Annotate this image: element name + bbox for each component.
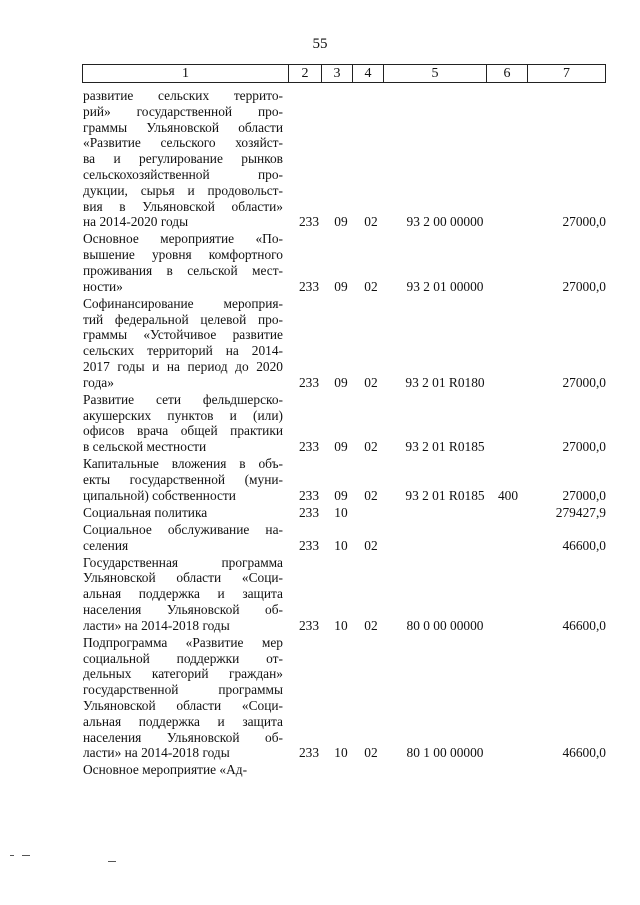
description-line: Социальная политика (83, 504, 208, 520)
cell-sum: 27000,0 (562, 374, 606, 390)
header-col-6: 6 (487, 65, 528, 83)
row-description (83, 392, 283, 455)
cell-sum: 46600,0 (562, 745, 606, 761)
cell-pr: 02 (364, 278, 378, 294)
description-line: Основное мероприятие «Ад- (83, 762, 248, 778)
cell-pr: 02 (364, 214, 378, 230)
description-line: «Развитие сельского хозяйст- (83, 135, 283, 151)
description-line: дукции, сырья и продовольст- (83, 182, 283, 198)
row-description (83, 762, 283, 778)
cell-csr: 80 1 00 00000 (406, 745, 484, 761)
cell-grbs: 233 (298, 617, 320, 633)
description-line: Подпрограмма «Развитие мер (83, 634, 283, 650)
cell-rz: 09 (334, 439, 348, 455)
cell-rz: 09 (334, 374, 348, 390)
description-line: акушерских пунктов и (или) (83, 407, 283, 423)
cell-pr: 02 (364, 439, 378, 455)
cell-rz: 10 (334, 617, 348, 633)
row-description (83, 522, 283, 554)
description-line: Софинансирование мероприя- (83, 295, 283, 311)
description-line: граммы Ульяновской области (83, 119, 283, 135)
row-description (83, 456, 283, 503)
cell-grbs: 233 (298, 278, 320, 294)
scan-speck (10, 855, 14, 856)
row-description (83, 555, 283, 634)
cell-pr: 02 (364, 537, 378, 553)
cell-rz: 09 (334, 487, 348, 503)
description-line: екты государственной (муни- (83, 471, 283, 487)
description-line: Основное мероприятие «По- (83, 231, 283, 247)
page-number: 55 (312, 36, 328, 52)
description-line: сельскохозяйственной про- (83, 166, 283, 182)
description-line: на 2014-2020 годы (83, 214, 189, 230)
description-line: вия в Ульяновской области» (83, 198, 283, 214)
cell-csr: 93 2 01 R0180 (405, 374, 485, 390)
row-description (83, 296, 283, 391)
cell-vr: 400 (497, 487, 519, 503)
description-line: ласти» на 2014-2018 годы (83, 617, 230, 633)
header-col-4: 4 (353, 65, 384, 83)
cell-sum: 46600,0 (562, 617, 606, 633)
header-col-1: 1 (83, 65, 289, 83)
description-line: ласти» на 2014-2018 годы (83, 745, 230, 761)
cell-grbs: 233 (298, 745, 320, 761)
description-line: Ульяновской области «Соци- (83, 697, 283, 713)
cell-csr: 93 2 01 R0185 (405, 439, 485, 455)
cell-grbs: 233 (298, 439, 320, 455)
cell-rz: 09 (334, 214, 348, 230)
description-line: тий федеральной целевой про- (83, 311, 283, 327)
cell-csr: 80 0 00 00000 (406, 617, 484, 633)
cell-rz: 09 (334, 278, 348, 294)
cell-pr: 02 (364, 374, 378, 390)
cell-csr: 93 2 01 R0185 (405, 487, 485, 503)
description-line: вышение уровня комфортного (83, 247, 283, 263)
cell-sum: 27000,0 (562, 439, 606, 455)
cell-sum: 27000,0 (562, 487, 606, 503)
description-line: Развитие сети фельдшерско- (83, 391, 283, 407)
description-line: развитие сельских террито- (83, 88, 283, 103)
description-line: Социальное обслуживание на- (83, 521, 283, 537)
cell-sum: 46600,0 (562, 537, 606, 553)
description-line: сельских территорий на 2014- (83, 343, 283, 359)
scan-speck (22, 855, 30, 856)
description-line: альная поддержка и защита (83, 586, 283, 602)
description-line: ности» (83, 278, 123, 294)
description-line: ципальной) собственности (83, 487, 236, 503)
header-col-5: 5 (384, 65, 487, 83)
row-description (83, 88, 283, 230)
description-line: Капитальные вложения в объ- (83, 456, 283, 472)
row-description (83, 505, 283, 521)
description-line: года» (83, 374, 114, 390)
description-line: в сельской местности (83, 439, 207, 455)
cell-grbs: 233 (298, 374, 320, 390)
description-line: офисов врача общей практики (83, 423, 283, 439)
scan-speck (108, 861, 116, 862)
description-line: альная поддержка и защита (83, 713, 283, 729)
description-line: проживания в сельской мест- (83, 262, 283, 278)
header-col-2: 2 (289, 65, 322, 83)
header-col-3: 3 (322, 65, 353, 83)
description-line: дельных категорий граждан» (83, 666, 283, 682)
cell-csr: 93 2 01 00000 (406, 278, 484, 294)
cell-grbs: 233 (298, 504, 320, 520)
cell-rz: 10 (334, 745, 348, 761)
description-line: селения (83, 537, 129, 553)
cell-csr: 93 2 00 00000 (406, 214, 484, 230)
cell-grbs: 233 (298, 537, 320, 553)
row-description (83, 231, 283, 294)
description-line: населения Ульяновской об- (83, 729, 283, 745)
cell-rz: 10 (334, 504, 348, 520)
cell-grbs: 233 (298, 214, 320, 230)
cell-pr: 02 (364, 745, 378, 761)
scan-marks (0, 855, 640, 865)
description-line: государственной программы (83, 682, 283, 698)
description-line: социальной поддержки от- (83, 650, 283, 666)
header-col-7: 7 (528, 65, 606, 83)
cell-pr: 02 (364, 617, 378, 633)
cell-rz: 10 (334, 537, 348, 553)
description-line: Государственная программа (83, 554, 283, 570)
cell-sum: 279427,9 (555, 504, 606, 520)
cell-grbs: 233 (298, 487, 320, 503)
row-description (83, 635, 283, 761)
cell-pr: 02 (364, 487, 378, 503)
description-line: Ульяновской области «Соци- (83, 570, 283, 586)
cell-sum: 27000,0 (562, 278, 606, 294)
description-line: рий» государственной про- (83, 103, 283, 119)
description-line: населения Ульяновской об- (83, 601, 283, 617)
description-line: граммы «Устойчивое развитие (83, 327, 283, 343)
description-line: ва и регулирование рынков (83, 151, 283, 167)
cell-sum: 27000,0 (562, 214, 606, 230)
description-line: 2017 годы и на период до 2020 (83, 358, 283, 374)
